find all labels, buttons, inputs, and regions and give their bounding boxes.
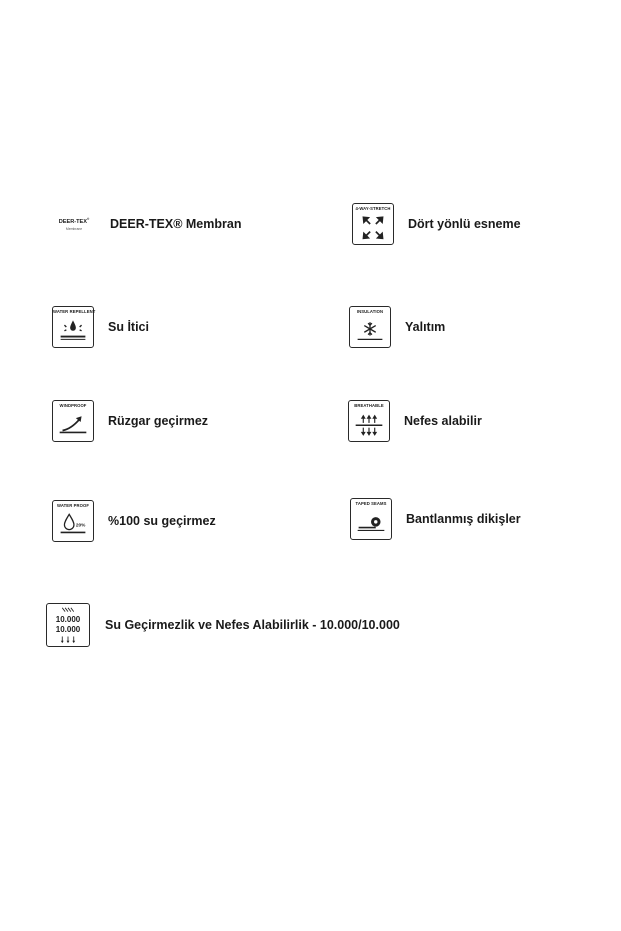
stretch-icon <box>352 203 394 245</box>
stretch-icon-caption: 4-WAY-STRETCH <box>355 206 391 211</box>
feature-insulation <box>349 306 445 348</box>
windproof-icon-caption: WINDPROOF <box>59 403 87 408</box>
insulation-icon-caption: INSULATION <box>356 309 384 314</box>
taped-seams-icon <box>350 498 392 540</box>
water-repellent-icon-caption: WATER REPELLENT <box>53 309 96 314</box>
taped-seams-icon-caption: TAPED SEAMS <box>355 501 387 506</box>
feature-waterproof <box>52 500 216 542</box>
feature-taped-seams <box>350 498 521 540</box>
feature-membrane <box>50 203 241 245</box>
feature-label-rating: Su Geçirmezlik ve Nefes Alabilirlik - 10.000/10.000 <box>105 618 400 632</box>
waterproof-icon <box>52 500 94 542</box>
rating-waterproof-value: 10.000 <box>55 615 81 624</box>
feature-label-membrane: DEER-TEX® Membran <box>110 217 242 231</box>
waterproof-icon-value: 20% <box>75 523 86 529</box>
feature-label-windproof: Rüzgar geçirmez <box>108 414 209 428</box>
feature-label-water-repellent: Su İtici <box>108 320 149 334</box>
feature-breathable <box>348 400 482 442</box>
feature-label-breathable: Nefes alabilir <box>404 414 482 428</box>
water-repellent-icon <box>52 306 94 348</box>
brand-sub: Membrane <box>65 226 83 231</box>
brand-name: DEER-TEX <box>58 218 88 225</box>
feature-label-insulation: Yalıtım <box>405 320 446 334</box>
feature-label-stretch: Dört yönlü esneme <box>408 217 521 231</box>
feature-stretch <box>352 203 521 245</box>
feature-water-repellent <box>52 306 149 348</box>
feature-windproof <box>52 400 208 442</box>
windproof-icon <box>52 400 94 442</box>
breathable-icon <box>348 400 390 442</box>
waterproof-icon-caption: WATER PROOF <box>57 503 89 508</box>
deer-tex-logo: DEER-TEX® Membrane <box>58 217 90 231</box>
rating-icon <box>46 603 90 647</box>
feature-label-taped-seams: Bantlanmış dikişler <box>406 512 521 526</box>
feature-rating <box>46 603 400 647</box>
feature-label-waterproof: %100 su geçirmez <box>108 514 216 528</box>
insulation-icon <box>349 306 391 348</box>
breathable-icon-caption: BREATHABLE <box>354 403 384 408</box>
rating-breathable-value: 10.000 <box>55 625 81 634</box>
